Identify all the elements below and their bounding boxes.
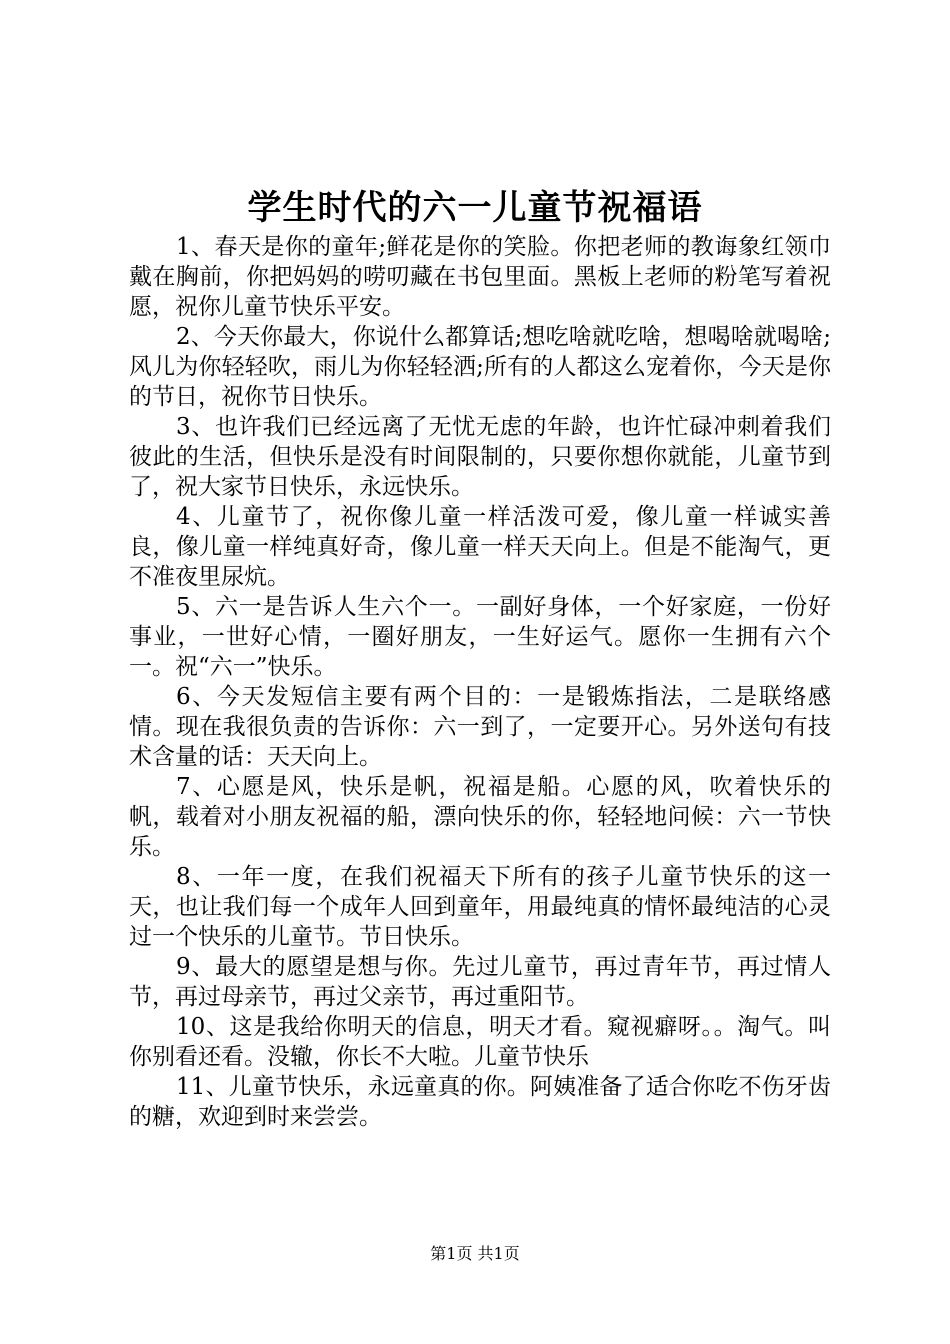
paragraph-4: 4、儿童节了，祝你像儿童一样活泼可爱，像儿童一样诚实善良，像儿童一样纯真好奇，像儿童一样天天向上。但是不能淘气，更不准夜里尿炕。 — [129, 504, 831, 590]
paragraph-10: 10、这是我给你明天的信息，明天才看。窥视癖呀。。淘气。叫你别看还看。没辙，你长不大啦。儿童节快乐 — [129, 1014, 831, 1070]
paragraph-1: 1、春天是你的童年;鲜花是你的笑脸。你把老师的教诲象红领巾戴在胸前，你把妈妈的唠叨藏在书包里面。黑板上老师的粉笔写着祝愿，祝你儿童节快乐平安。 — [129, 234, 831, 320]
document-title: 学生时代的六一儿童节祝福语 — [247, 188, 703, 228]
paragraph-3: 3、也许我们已经远离了无忧无虑的年龄，也许忙碌冲刺着我们彼此的生活，但快乐是没有时间限制的，只要你想你就能，儿童节到了，祝大家节日快乐，永远快乐。 — [129, 414, 831, 500]
paragraph-8: 8、一年一度，在我们祝福天下所有的孩子儿童节快乐的这一天，也让我们每一个成年人回到童年，用最纯真的情怀最纯洁的心灵过一个快乐的儿童节。节日快乐。 — [129, 864, 831, 950]
paragraph-11: 11、儿童节快乐，永远童真的你。阿姨准备了适合你吃不伤牙齿的糖，欢迎到时来尝尝。 — [129, 1074, 831, 1130]
paragraph-7: 7、心愿是风，快乐是帆，祝福是船。心愿的风，吹着快乐的帆，载着对小朋友祝福的船，漂向快乐的你，轻轻地问候：六一节快乐。 — [129, 774, 831, 860]
page-number-footer: 第1页 共1页 — [430, 1244, 520, 1263]
paragraph-5: 5、六一是告诉人生六个一。一副好身体，一个好家庭，一份好事业，一世好心情，一圈好朋友，一生好运气。愿你一生拥有六个一。祝“六一”快乐。 — [129, 594, 831, 680]
paragraph-9: 9、最大的愿望是想与你。先过儿童节，再过青年节，再过情人节，再过母亲节，再过父亲节，再过重阳节。 — [129, 954, 831, 1010]
paragraph-2: 2、今天你最大，你说什么都算话;想吃啥就吃啥，想喝啥就喝啥;风儿为你轻轻吹，雨儿为你轻轻洒;所有的人都这么宠着你，今天是你的节日，祝你节日快乐。 — [129, 324, 831, 410]
paragraph-6: 6、今天发短信主要有两个目的：一是锻炼指法，二是联络感情。现在我很负责的告诉你：六一到了，一定要开心。另外送句有技术含量的话：天天向上。 — [129, 684, 831, 770]
document-body — [129, 232, 831, 1132]
